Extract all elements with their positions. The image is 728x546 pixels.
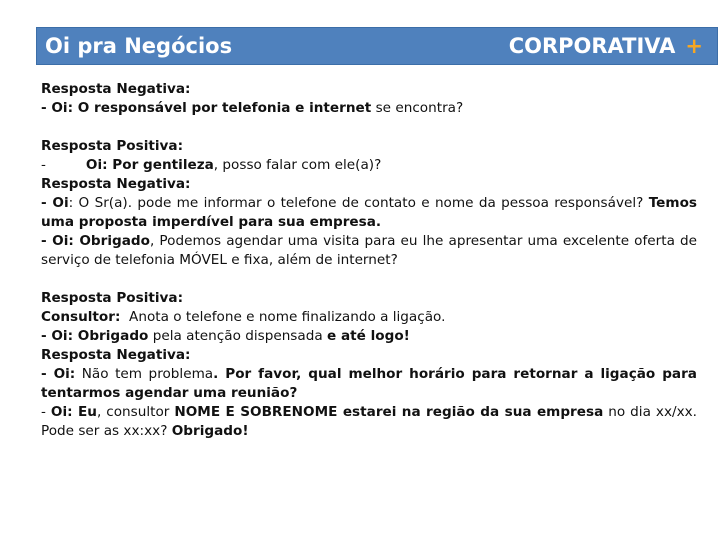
corporativa-label: CORPORATIVA [508, 34, 676, 58]
section-heading: Resposta Negativa: [41, 347, 191, 363]
plus-icon: + [685, 34, 703, 58]
script-paragraph: - Oi: Eu, consultor NOME E SOBRENOME estarei na região da sua empresa no dia xx/xx. Pode ser as xx:xx? Obrigado! [41, 404, 697, 439]
script-paragraph: - Oi: Obrigado, Podemos agendar uma visita para eu lhe apresentar uma excelente oferta de serviço de telefonia MÓVEL e fixa, além de internet? [41, 233, 698, 268]
script-body [41, 80, 697, 441]
section-heading: Resposta Negativa: [41, 81, 191, 97]
header-right [509, 34, 703, 58]
script-paragraph: - Oi: O Sr(a). pode me informar o telefone de contato e nome da pessoa responsável? Temos uma proposta imperdível para sua empresa. [41, 195, 697, 230]
section-heading: Resposta Positiva: [41, 290, 184, 306]
spacer [41, 270, 697, 289]
script-line: - Oi: O responsável por telefonia e internet se encontra? [41, 100, 464, 116]
section-heading: Resposta Negativa: [41, 176, 191, 192]
section-heading: Resposta Positiva: [41, 138, 184, 154]
header-banner [36, 27, 718, 65]
spacer [41, 118, 697, 137]
script-line: Consultor: Anota o telefone e nome finalizando a ligação. [41, 309, 446, 325]
script-line: - Oi: Obrigado pela atenção dispensada e até logo! [41, 328, 410, 344]
script-paragraph: - Oi: Não tem problema. Por favor, qual melhor horário para retornar a ligação para tentarmos agendar uma reunião? [41, 366, 697, 401]
script-line: - Oi: Por gentileza, posso falar com ele(a)? [41, 157, 382, 173]
page-title: Oi pra Negócios [45, 34, 233, 58]
